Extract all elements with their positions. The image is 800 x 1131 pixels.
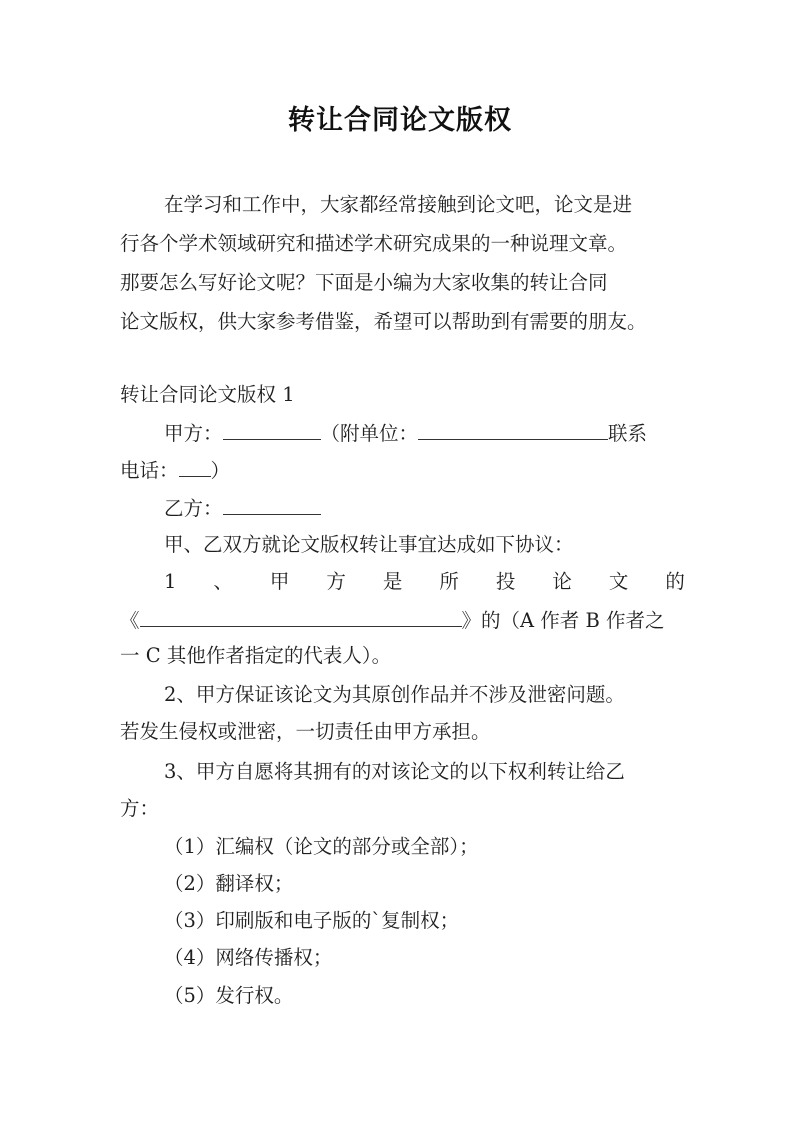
party-a-line [164, 420, 685, 446]
party-b-blank [223, 495, 321, 515]
document-title: 转让合同论文版权 [288, 105, 512, 136]
section-heading: 转让合同论文版权 1 [120, 383, 295, 406]
clause1-char: 论 [552, 570, 572, 593]
phone-blank [179, 457, 211, 477]
close-paren: ） [210, 459, 231, 482]
phone-label: 电话： [120, 459, 179, 482]
intro-line: 论文版权，供大家参考借鉴，希望可以帮助到有需要的朋友。 [120, 310, 647, 333]
clause1-char: 、 [213, 570, 233, 593]
clause2-line: 若发生侵权或泄密，一切责任由甲方承担。 [120, 720, 491, 743]
party-a-blank [223, 420, 321, 440]
clause1-char: 文 [608, 570, 629, 593]
agreement-line: 甲、乙双方就论文版权转让事宜达成如下协议： [164, 533, 574, 556]
intro-line: 在学习和工作中，大家都经常接触到论文吧，论文是进 [164, 193, 633, 216]
clause1-char: 投 [495, 570, 516, 593]
clause1-authors: 》的（A 作者 B 作者之 [461, 609, 665, 632]
clause1-char: 方 [326, 570, 346, 593]
rights-item: （2）翻译权； [164, 872, 294, 895]
clause1-title-line [120, 607, 685, 633]
party-b-line [164, 495, 685, 521]
contact-label: 联系 [608, 422, 648, 445]
clause2-line: 2、甲方保证该论文为其原创作品并不涉及泄密问题。 [164, 683, 625, 706]
clause1-end-line: 一 C 其他作者指定的代表人）。 [120, 644, 392, 667]
party-b-label: 乙方： [164, 497, 223, 520]
clause1-char: 所 [439, 570, 459, 593]
rights-item: （1）汇编权（论文的部分或全部）； [164, 835, 479, 858]
party-a-label: 甲方： [164, 422, 223, 445]
clause1-char: 甲 [269, 570, 290, 593]
paper-title-blank [140, 607, 462, 627]
clause3-line: 方： [120, 797, 160, 820]
clause1-char: 的 [665, 570, 685, 593]
open-quote: 《 [120, 609, 140, 632]
phone-line [120, 457, 685, 483]
clause1-char: 1 [164, 570, 177, 593]
clause3-line: 3、甲方自愿将其拥有的对该论文的以下权利转让给乙 [164, 760, 625, 783]
intro-line: 那要怎么写好论文呢？下面是小编为大家收集的转让合同 [120, 271, 608, 294]
clause1-spaced-line [164, 570, 685, 594]
rights-item: （4）网络传播权； [164, 946, 333, 969]
affiliation-blank [418, 420, 608, 440]
intro-line: 行各个学术领域研究和描述学术研究成果的一种说理文章。 [120, 232, 628, 255]
affiliation-label: （附单位： [320, 422, 419, 445]
clause1-char: 是 [382, 570, 403, 593]
rights-item: （5）发行权。 [164, 984, 294, 1007]
rights-item: （3）印刷版和电子版的`复制权； [164, 909, 460, 932]
